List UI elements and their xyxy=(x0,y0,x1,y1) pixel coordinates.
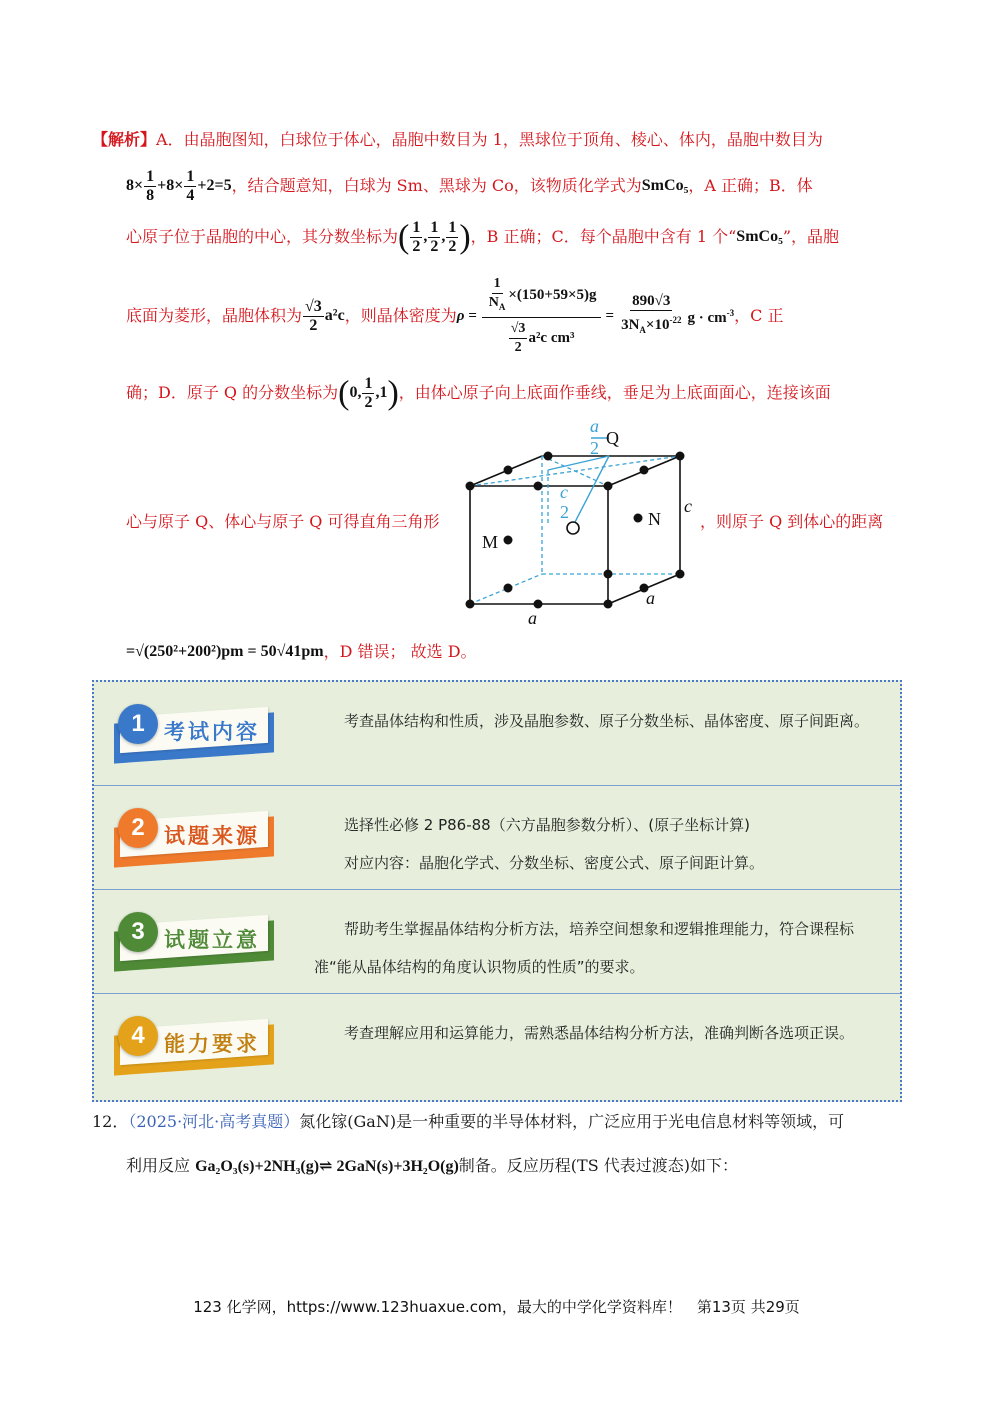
analysis-line-1: 【解析】A．由晶胞图知，白球位于体心，晶胞中数目为 1，黑球位于顶角、棱心、体内，晶胞中数目为 xyxy=(92,130,823,149)
formula-smco5: SmCo₅ xyxy=(641,177,689,194)
svg-text:a: a xyxy=(528,608,537,628)
svg-text:2: 2 xyxy=(590,438,599,458)
svg-text:c: c xyxy=(684,496,692,516)
info-text-ability: 考查理解应用和运算能力，需熟悉晶体结构分析方法，准确判断各选项正误。 xyxy=(344,1024,855,1042)
analysis-line-4: 底面为菱形，晶胞体积为 $\frac{√3}{2}$ a²c ，则晶体密度为 ρ = $\frac{1}{N_A}$ ×(150+59×5)g $\frac{√3}{2}$ a²c cm³ = $\frac{890√3}{3N_A\times 10^{-22}}$ $g \cdot cm^{-3}$ ，C 正 xyxy=(126,275,784,356)
analysis-tag: 【解析】 xyxy=(92,130,157,149)
svg-text:a: a xyxy=(646,588,655,608)
analysis-line-3: 心原子位于晶胞的中心，其分数坐标为 ( $\frac{1}{2}$ , $\frac{1}{2}$ , $\frac{1}{2}$ ) ，B 正确；C．每个晶胞中含有 1 个“ SmCo₅ ”，晶胞 xyxy=(126,218,840,255)
info-row-exam-content xyxy=(94,682,900,786)
svg-text:2: 2 xyxy=(560,502,569,522)
info-text-exam-content: 考查晶体结构和性质，涉及晶胞参数、原子分数坐标、晶体密度、原子间距离。 xyxy=(344,712,870,730)
info-text-intent: 帮助考生掌握晶体结构分析方法，培养空间想象和逻辑推理能力，符合课程标准“能从晶体结构的角度认识物质的性质”的要求。 xyxy=(314,920,855,976)
coord-d: (0, $\frac{1}{2}$ ,1) xyxy=(338,374,399,411)
info-row-intent xyxy=(94,890,900,994)
crystal-cell-diagram xyxy=(462,418,698,628)
question-12-line-1: 12．（2025·河北·高考真题）氮化镓(GaN)是一种重要的半导体材料，广泛应用于光电信息材料等领域，可 xyxy=(92,1112,845,1131)
exam-info-box xyxy=(92,680,902,1102)
info-row-source xyxy=(94,786,900,890)
svg-text:a: a xyxy=(590,418,599,436)
count-expression: 8× $\frac{1}{8}$ +8× $\frac{1}{4}$ +2=5 xyxy=(126,167,232,204)
analysis-line-7: =√(250²+200²)pm = 50√41pm ，D 错误； 故选 D。 xyxy=(126,640,477,664)
question-12-line-2: 利用反应 Ga₂O₃(s)+2NH₃(g)⇌ 2GaN(s)+3H₂O(g)制备。反应历程(TS 代表过渡态)如下： xyxy=(126,1156,739,1175)
analysis-line-2: 8× $\frac{1}{8}$ +8× $\frac{1}{4}$ +2=5 ，结合题意知，白球为 Sm、黑球为 Co，该物质化学式为 SmCo₅ ，A 正确；B．体 xyxy=(126,167,813,204)
svg-text:Q: Q xyxy=(606,428,619,448)
analysis-line-6b: ，则原子 Q 到体心的距离 xyxy=(700,512,884,531)
info-row-ability xyxy=(94,994,900,1098)
coord-b: ( $\frac{1}{2}$ , $\frac{1}{2}$ , $\frac{1}{2}$ ) xyxy=(398,218,471,255)
reaction-equation: Ga₂O₃(s)+2NH₃(g)⇌ 2GaN(s)+3H₂O(g) xyxy=(195,1158,459,1175)
badge-intent: 3 试题立意 xyxy=(114,912,274,972)
volume-expression: $\frac{√3}{2}$ a²c xyxy=(305,297,345,334)
page-footer: 123 化学网，https://www.123huaxue.com，最大的中学化学资料库！ 第13页 共29页 xyxy=(193,1298,800,1316)
info-text-source: 选择性必修 2 P86-88（六方晶胞参数分析）、(原子坐标计算) 对应内容：晶胞化学式、分数坐标、密度公式、原子间距计算。 xyxy=(344,816,765,872)
svg-text:N: N xyxy=(648,509,661,529)
svg-text:c: c xyxy=(560,482,568,502)
question-12-source: （2025·河北·高考真题） xyxy=(128,1112,300,1131)
density-expression: ρ = $\frac{1}{N_A}$ ×(150+59×5)g $\frac{√3}{2}$ a²c cm³ = $\frac{890√3}{3N_A\times 10^{-22}}$ $g \cdot cm^{-3}$ xyxy=(456,275,735,356)
analysis-line-5: 确；D．原子 Q 的分数坐标为 (0, $\frac{1}{2}$ ,1) ，由体心原子向上底面作垂线，垂足为上底面面心，连接该面 xyxy=(126,374,831,411)
badge-ability: 4 能力要求 xyxy=(114,1016,274,1076)
distance-expression: =√(250²+200²)pm = 50√41pm xyxy=(126,643,324,660)
svg-text:M: M xyxy=(482,532,499,552)
badge-exam-content: 1 考试内容 xyxy=(114,704,274,764)
badge-source: 2 试题来源 xyxy=(114,808,274,868)
analysis-line-6a: 心与原子 Q、体心与原子 Q 可得直角三角形 xyxy=(126,512,440,531)
question-12 xyxy=(92,1108,844,1181)
